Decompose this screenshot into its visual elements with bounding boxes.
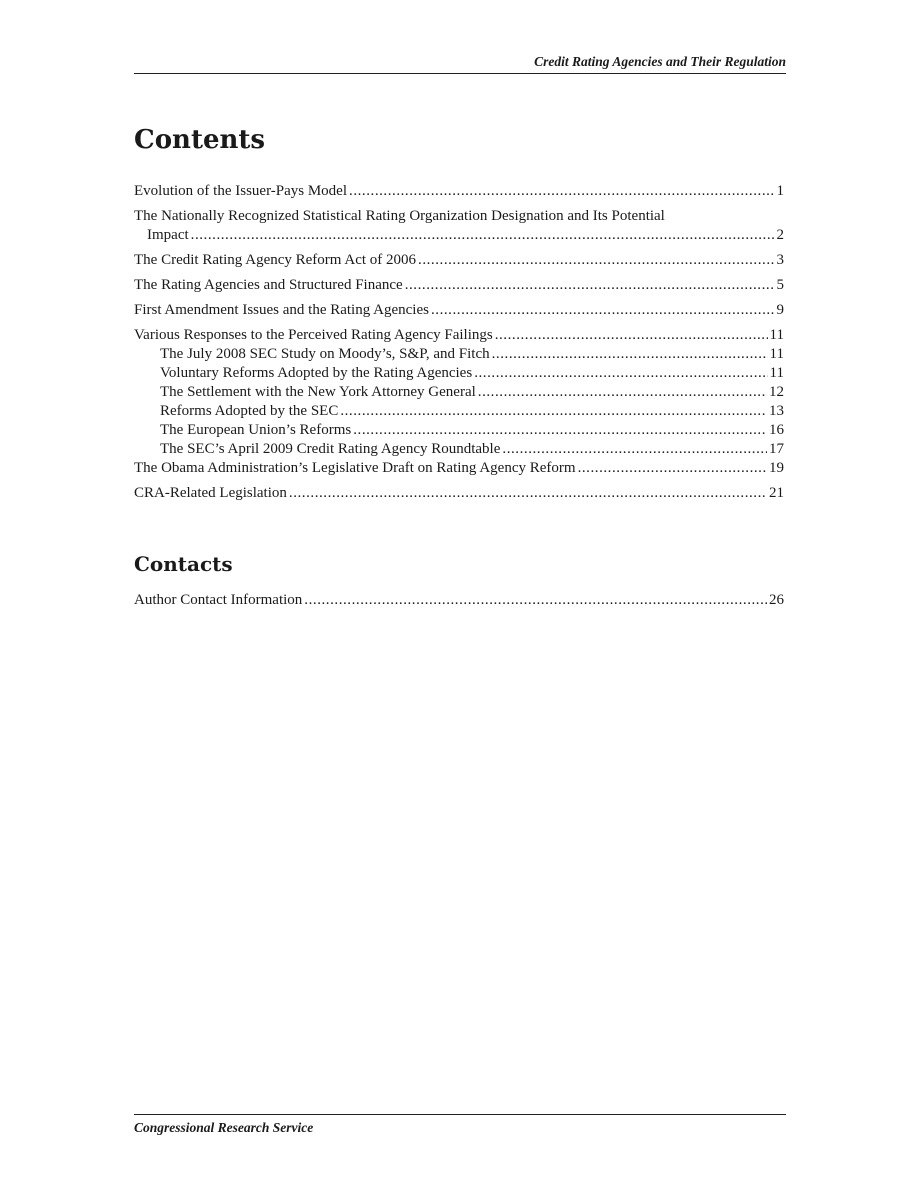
toc-entry-title: The European Union’s Reforms — [160, 422, 352, 438]
toc-subentry[interactable] — [134, 402, 784, 421]
toc-entry-page: 3 — [776, 252, 784, 268]
toc-entry[interactable] — [134, 276, 784, 295]
toc-entry[interactable] — [134, 251, 784, 270]
contacts-title: Contacts — [134, 552, 233, 576]
toc-entry-page: 16 — [769, 422, 784, 438]
dot-leader — [431, 301, 775, 320]
toc-entry-page: 13 — [769, 403, 784, 419]
toc-entry-page: 17 — [769, 441, 784, 457]
toc-entry-page: 11 — [769, 346, 784, 362]
toc-entry-page: 19 — [769, 460, 784, 476]
toc-entry-title: The Settlement with the New York Attorney General — [160, 384, 476, 400]
dot-leader — [191, 226, 775, 245]
toc-entry-page: 21 — [769, 485, 784, 501]
contents-title: Contents — [134, 125, 266, 155]
toc-entry-title: Reforms Adopted by the SEC — [160, 403, 339, 419]
dot-leader — [418, 251, 774, 270]
dot-leader — [405, 276, 775, 295]
dot-leader — [502, 440, 767, 459]
table-of-contents — [134, 176, 784, 503]
toc-entry-page: 26 — [769, 592, 784, 608]
toc-entry-title: First Amendment Issues and the Rating Agencies — [134, 302, 429, 318]
toc-entry[interactable] — [134, 182, 784, 201]
dot-leader — [495, 326, 768, 345]
toc-subentry[interactable] — [134, 421, 784, 440]
toc-entry-title: The Obama Administration’s Legislative Draft on Rating Agency Reform — [134, 460, 576, 476]
toc-entry-page: 2 — [776, 227, 784, 243]
toc-entry[interactable] — [134, 301, 784, 320]
toc-entry[interactable] — [134, 459, 784, 478]
toc-entry-page: 11 — [769, 365, 784, 381]
running-header: Credit Rating Agencies and Their Regulation — [134, 54, 786, 74]
toc-subentry[interactable] — [134, 383, 784, 402]
dot-leader — [353, 421, 767, 440]
dot-leader — [340, 402, 767, 421]
dot-leader — [289, 484, 767, 503]
toc-entry-title: The Nationally Recognized Statistical Rating Organization Designation and Its Potential — [134, 208, 665, 224]
toc-entry-page: 9 — [776, 302, 784, 318]
contacts-list — [134, 591, 784, 610]
toc-entry-title: Voluntary Reforms Adopted by the Rating Agencies — [160, 365, 473, 381]
toc-entry-page: 1 — [776, 183, 784, 199]
toc-entry[interactable] — [134, 207, 784, 245]
toc-entry-title: Various Responses to the Perceived Rating Agency Failings — [134, 327, 493, 343]
toc-entry-title: The Rating Agencies and Structured Finance — [134, 277, 403, 293]
toc-entry-title: Author Contact Information — [134, 592, 303, 608]
dot-leader — [478, 383, 767, 402]
dot-leader — [349, 182, 774, 201]
toc-entry-title: The SEC’s April 2009 Credit Rating Agency Roundtable — [160, 441, 501, 457]
toc-entry-title: The Credit Rating Agency Reform Act of 2006 — [134, 252, 417, 268]
toc-subentry[interactable] — [134, 345, 784, 364]
dot-leader — [578, 459, 767, 478]
dot-leader — [492, 345, 768, 364]
toc-entry[interactable] — [134, 591, 784, 610]
toc-entry-title: CRA-Related Legislation — [134, 485, 287, 501]
toc-entry[interactable] — [134, 484, 784, 503]
dot-leader — [474, 364, 767, 383]
running-footer: Congressional Research Service — [134, 1114, 786, 1136]
toc-entry-title: Evolution of the Issuer-Pays Model — [134, 183, 348, 199]
toc-entry-page: 11 — [769, 327, 784, 343]
toc-entry[interactable] — [134, 326, 784, 345]
toc-subentry[interactable] — [134, 364, 784, 383]
toc-entry-title: The July 2008 SEC Study on Moody’s, S&P, and Fitch — [160, 346, 490, 362]
toc-entry-page: 5 — [776, 277, 784, 293]
toc-entry-page: 12 — [769, 384, 784, 400]
toc-subentry[interactable] — [134, 440, 784, 459]
toc-entry-title-continued: Impact — [147, 227, 189, 243]
dot-leader — [304, 591, 767, 610]
